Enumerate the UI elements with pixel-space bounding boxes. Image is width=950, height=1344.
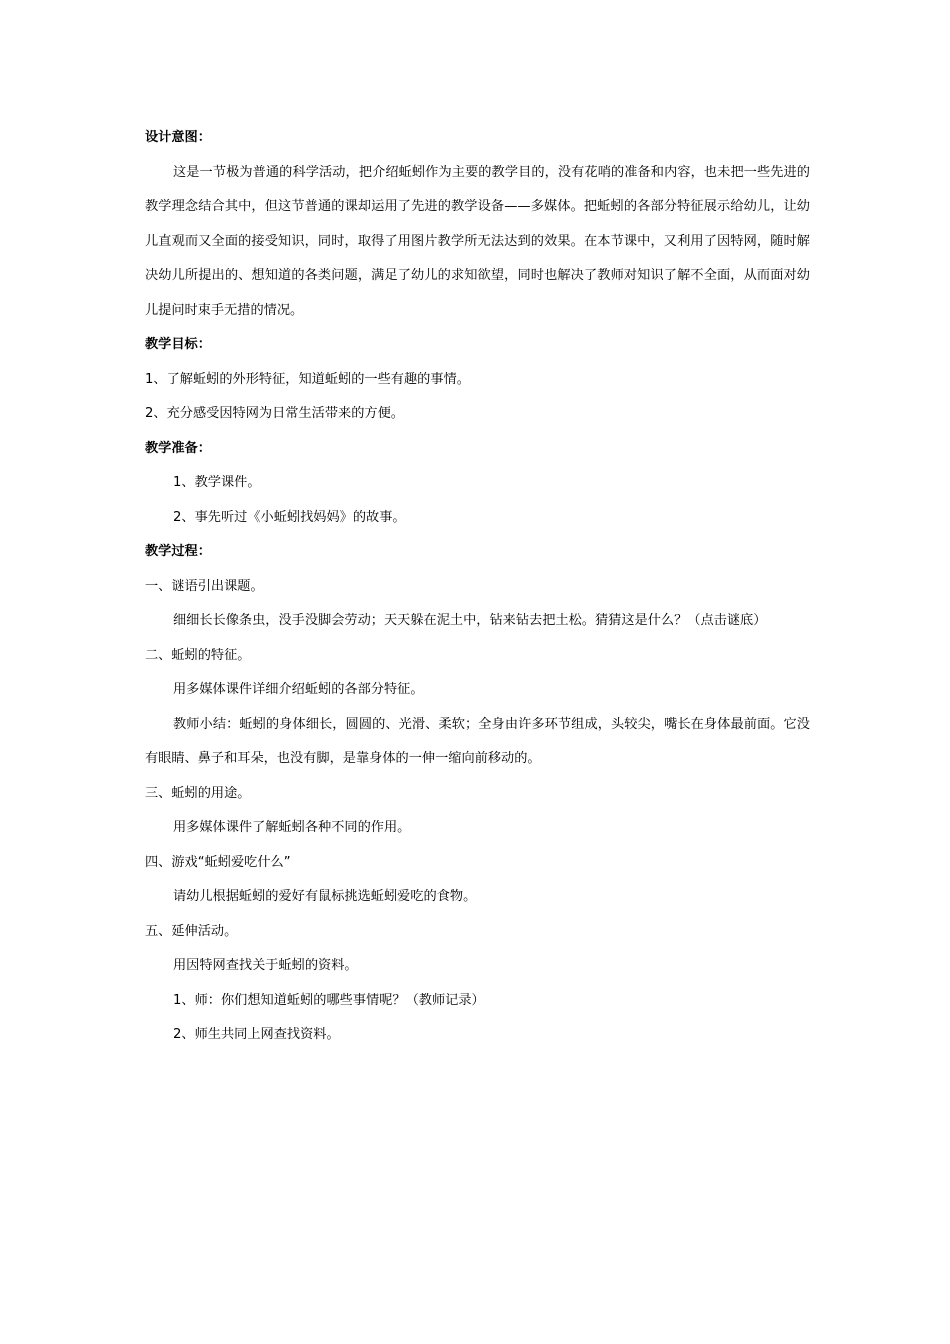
step-4-title: 四、游戏“蚯蚓爱吃什么” xyxy=(145,854,291,870)
goal-item-2: 2、充分感受因特网为日常生活带来的方便。 xyxy=(145,406,404,421)
prep-item-1: 1、教学课件。 xyxy=(173,475,261,490)
step-4-text: 请幼儿根据蚯蚓的爱好有鼠标挑选蚯蚓爱吃的食物。 xyxy=(173,889,477,904)
process-heading: 教学过程： xyxy=(145,544,211,559)
step-3-text: 用多媒体课件了解蚯蚓各种不同的作用。 xyxy=(173,820,411,835)
step-5-title: 五、延伸活动。 xyxy=(145,923,238,939)
step-1-title: 一、谜语引出课题。 xyxy=(145,578,264,594)
step-3-title: 三、蚯蚓的用途。 xyxy=(145,785,251,801)
design-heading: 设计意图： xyxy=(145,130,211,145)
prep-item-2: 2、事先听过《小蚯蚓找妈妈》的故事。 xyxy=(173,509,406,525)
step-5-item-1: 1、师：你们想知道蚯蚓的哪些事情呢？（教师记录） xyxy=(173,992,485,1008)
prep-heading: 教学准备： xyxy=(145,440,211,456)
goal-item-1: 1、了解蚯蚓的外形特征，知道蚯蚓的一些有趣的事情。 xyxy=(145,371,470,387)
step-2-text-1: 用多媒体课件详细介绍蚯蚓的各部分特征。 xyxy=(173,682,424,697)
step-2-title: 二、蚯蚓的特征。 xyxy=(145,647,251,663)
step-1-text: 细细长长像条虫，没手没脚会劳动；天天躲在泥土中，钻来钻去把土松。猜猜这是什么？（点击谜底） xyxy=(173,613,767,628)
document-body xyxy=(145,121,810,1053)
goals-heading: 教学目标： xyxy=(145,337,211,352)
design-paragraph: 这是一节极为普通的科学活动，把介绍蚯蚓作为主要的教学目的，没有花哨的准备和内容，也未把一些先进的教学理念结合其中，但这节普通的课却运用了先进的教学设备——多媒体。把蚯蚓的各部分特征展示给幼儿，让幼儿直观而又全面的接受知识，同时，取得了用图片教学所无法达到的效果。在本节课中，又利用了因特网，随时解决幼儿所提出的、想知道的各类问题，满足了幼儿的求知欲望，同时也解决了教师对知识了解不全面，从而面对幼儿提问时束手无措的情况。 xyxy=(145,164,810,318)
step-5-text: 用因特网查找关于蚯蚓的资料。 xyxy=(173,958,358,973)
step-5-item-2: 2、师生共同上网查找资料。 xyxy=(173,1027,340,1042)
step-2-text-2: 教师小结：蚯蚓的身体细长，圆圆的、光滑、柔软；全身由许多环节组成，头较尖，嘴长在身体最前面。它没有眼睛、鼻子和耳朵，也没有脚，是靠身体的一伸一缩向前移动的。 xyxy=(145,716,810,766)
